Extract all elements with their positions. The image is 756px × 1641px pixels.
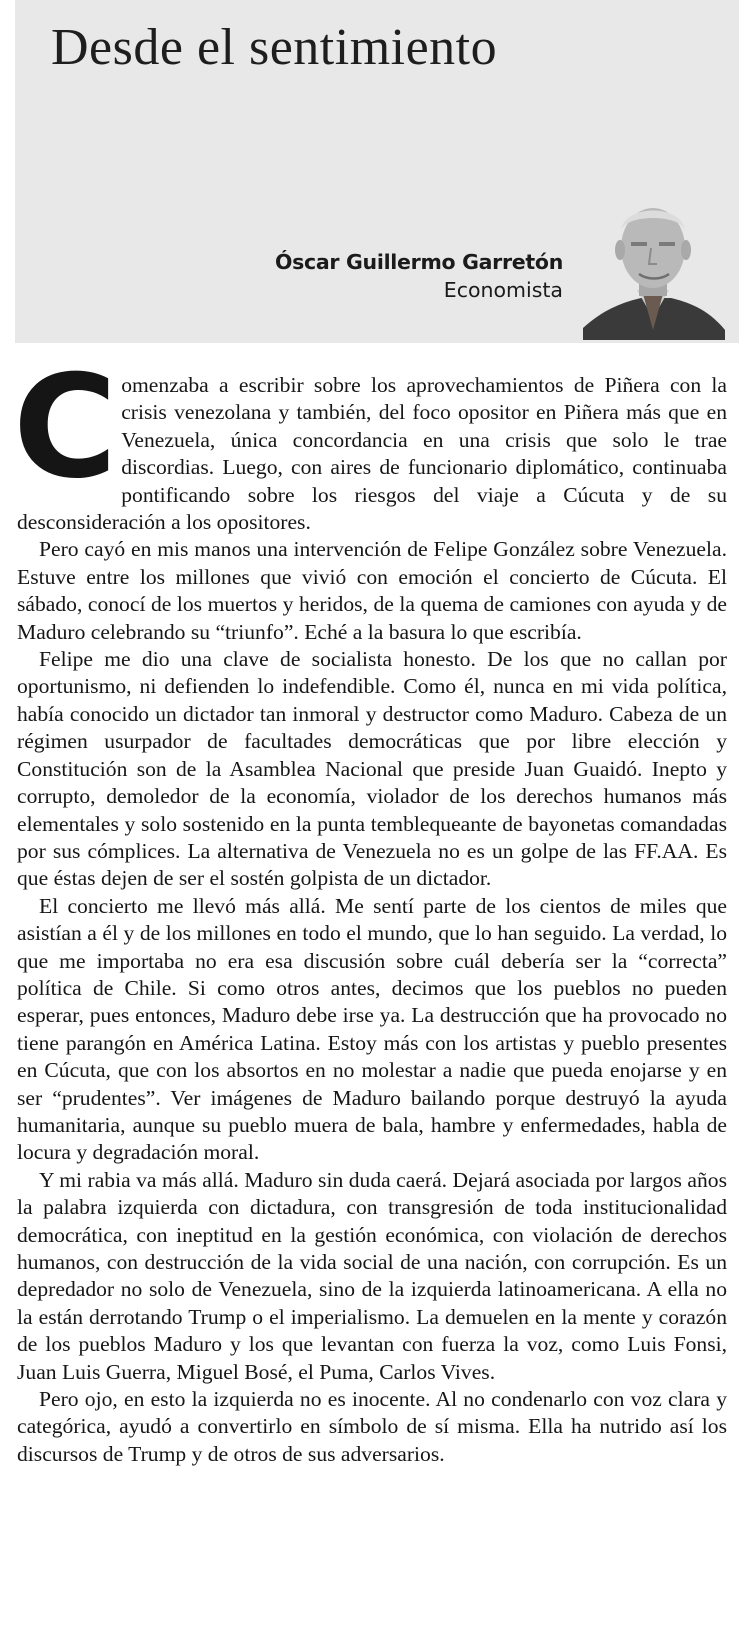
article-paragraph: Pero cayó en mis manos una intervención de Felipe González sobre Venezuela. Estuve entre los millones que vivió con emoción el concierto de Cúcuta. El sábado, conocí de los muertos y heridos, de la quema de camiones con ayuda y de Maduro celebrando su “triunfo”. Eché a la basura lo que escribía. [17,537,727,644]
author-role: Economista [443,278,563,302]
article-paragraph: Pero ojo, en esto la izquierda no es inocente. Al no condenarlo con voz clara y categórica, ayudó a convertirlo en símbolo de sí misma. Ella ha nutrido así los discursos de Trump y de otros de sus adversarios. [17,1387,727,1466]
column-header [15,0,739,343]
author-name: Óscar Guillermo Garretón [274,250,563,274]
author-portrait-icon [575,190,731,340]
byline [275,250,563,302]
article-paragraph: El concierto me llevó más allá. Me sentí parte de los cientos de miles que asistían a él y de los millones en todo el mundo, que lo han seguido. La verdad, lo que me importaba no era esa discusión sobre cuál debería ser la “correcta” política de Chile. Si como otros antes, decimos que los pueblos no pueden esperar, pues entonces, Maduro debe irse ya. La destrucción que ha provocado no tiene parangón en América Latina. Estoy más con los artistas y pueblo presentes en Cúcuta, que con los absortos en no molestar a nadie que pueda enojarse y en ser “prudentes”. Ver imágenes de Maduro bailando porque destruyó la ayuda humanitaria, aunque su pueblo muera de bala, hambre y enfermedades, habla de locura y degradación moral. [17,893,727,1165]
drop-cap: C [13,345,114,510]
article-body [13,345,727,1468]
article-paragraph: Felipe me dio una clave de socialista honesto. De los que no callan por oportunismo, ni defienden lo indefendible. Como él, nunca en mi vida política, había conocido un dictador tan inmoral y destructor como Maduro. Cabeza de un régimen usurpador de facultades democráticas que por libre elección y Constitución son de la Asamblea Nacional que preside Juan Guaidó. Inepto y corrupto, demoledor de la economía, violador de los derechos humanos más elementales y solo sostenido en la punta temblequeante de bayonetas comandadas por sus cómplices. La alternativa de Venezuela no es un golpe de las FF.AA. Es que éstas dejen de ser el sostén golpista de un dictador. [17,647,727,891]
column-title: Desde el sentimiento [51,19,498,76]
article-paragraph: Y mi rabia va más allá. Maduro sin duda caerá. Dejará asociada por largos años la palabra izquierda con dictadura, con transgresión de toda institucionalidad democrática, con ineptitud en la gestión económica, con violación de derechos humanos, con destrucción de la vida social de una nación, con corrupción. Es un depredador no solo de Venezuela, sino de la izquierda latinoamericana. A ella no la están derrotando Trump o el imperialismo. La demuelen en la mente y corazón de los pueblos Maduro y los que levantan con fuerza la voz, como Luis Fonsi, Juan Luis Guerra, Miguel Bosé, el Puma, Carlos Vives. [17,1167,727,1384]
article-paragraph: Comenzaba a escribir sobre los aprovechamientos de Piñera con la crisis venezolana y también, del foco opositor en Piñera más que en Venezuela, única concordancia en una crisis que solo le trae discordias. Luego, con aires de funcionario diplomático, continuaba pontificando sobre los riesgos del viaje a Cúcuta y de su desconsideración a los opositores. [13,345,727,535]
